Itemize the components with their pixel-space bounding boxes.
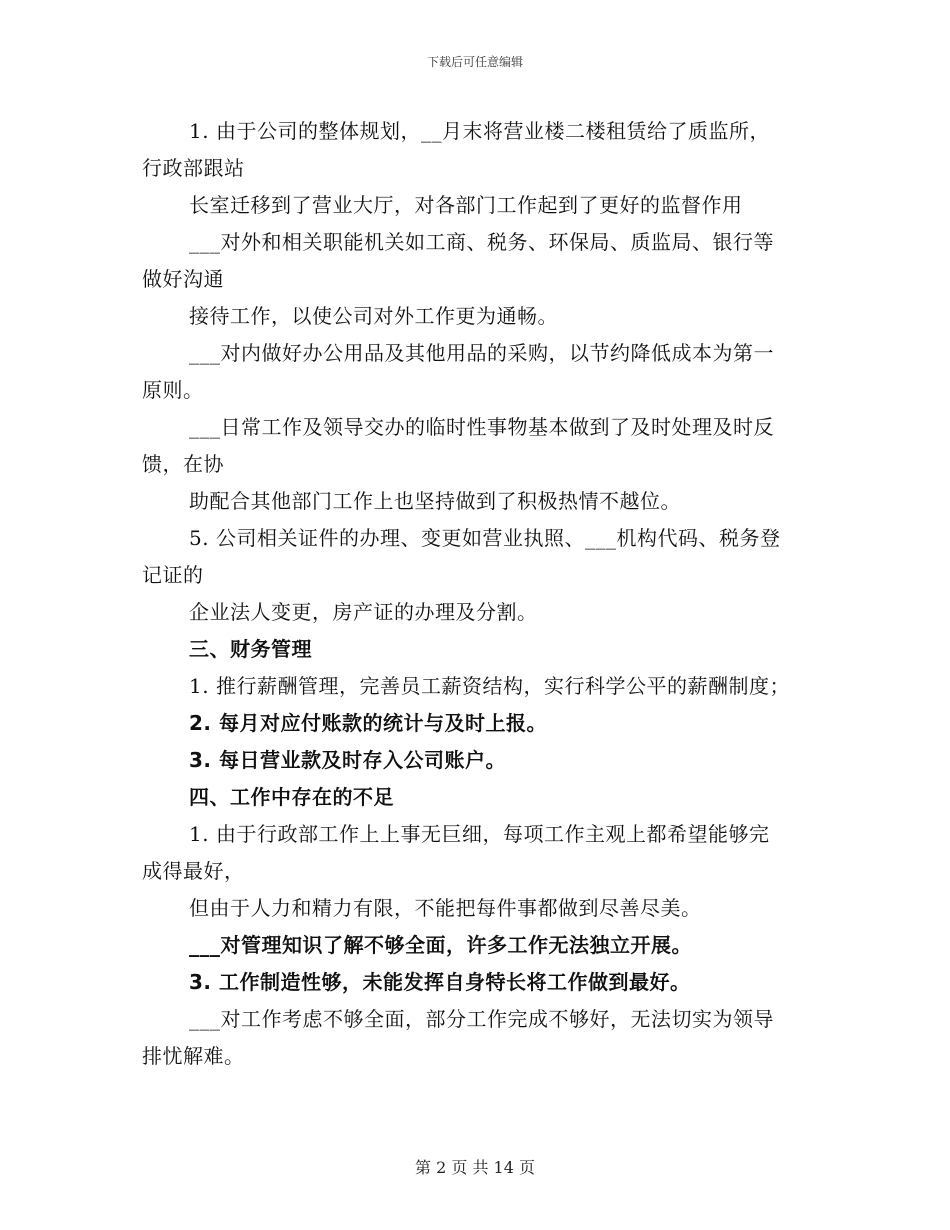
paragraph-line: 1. 由于行政部工作上上事无巨细，每项工作主观上都希望能够完 xyxy=(189,822,770,846)
page-footer: 第 2 页 共 14 页 xyxy=(415,1158,535,1177)
paragraph-line-bold: 3. 每日营业款及时存入公司账户。 xyxy=(189,748,506,772)
paragraph-line-bold: ___对管理知识了解不够全面，许多工作无法独立开展。 xyxy=(189,933,692,957)
paragraph-line: 成得最好， xyxy=(142,859,245,883)
paragraph-line: 接待工作，以使公司对外工作更为通畅。 xyxy=(189,304,558,328)
section-heading-finance: 三、财务管理 xyxy=(189,637,312,661)
paragraph-line: 助配合其他部门工作上也坚持做到了积极热情不越位。 xyxy=(189,489,681,513)
section-heading-shortcomings: 四、工作中存在的不足 xyxy=(189,785,394,809)
paragraph-line: 5. 公司相关证件的办理、变更如营业执照、___机构代码、税务登 xyxy=(189,526,781,550)
paragraph-line: 行政部跟站 xyxy=(142,156,245,180)
paragraph-line: 馈，在协 xyxy=(142,452,224,476)
document-body xyxy=(142,113,808,1075)
paragraph-line: 长室迁移到了营业大厅，对各部门工作起到了更好的监督作用 xyxy=(189,193,743,217)
paragraph-line: ___日常工作及领导交办的临时性事物基本做到了及时处理及时反 xyxy=(189,415,774,439)
paragraph-line: 原则。 xyxy=(142,378,204,402)
paragraph-line-bold: 3. 工作制造性够，未能发挥自身特长将工作做到最好。 xyxy=(189,970,691,994)
paragraph-line: 1. 由于公司的整体规划，__月末将营业楼二楼租赁给了质监所， xyxy=(189,119,770,143)
paragraph-line: 记证的 xyxy=(142,563,204,587)
paragraph-line: 企业法人变更，房产证的办理及分割。 xyxy=(189,600,538,624)
page-header: 下载后可任意编辑 xyxy=(426,55,523,69)
paragraph-line: 1. 推行薪酬管理，完善员工薪资结构，实行科学公平的薪酬制度； xyxy=(189,674,790,698)
paragraph-line: ___对工作考虑不够全面，部分工作完成不够好，无法切实为领导 xyxy=(189,1007,774,1031)
paragraph-line: 做好沟通 xyxy=(142,267,224,291)
paragraph-line: 排忧解难。 xyxy=(142,1044,245,1068)
paragraph-line: ___对外和相关职能机关如工商、税务、环保局、质监局、银行等 xyxy=(189,230,774,254)
paragraph-line: 但由于人力和精力有限，不能把每件事都做到尽善尽美。 xyxy=(189,896,702,920)
paragraph-line: ___对内做好办公用品及其他用品的采购，以节约降低成本为第一 xyxy=(189,341,774,365)
paragraph-line-bold: 2. 每月对应付账款的统计与及时上报。 xyxy=(189,711,547,735)
